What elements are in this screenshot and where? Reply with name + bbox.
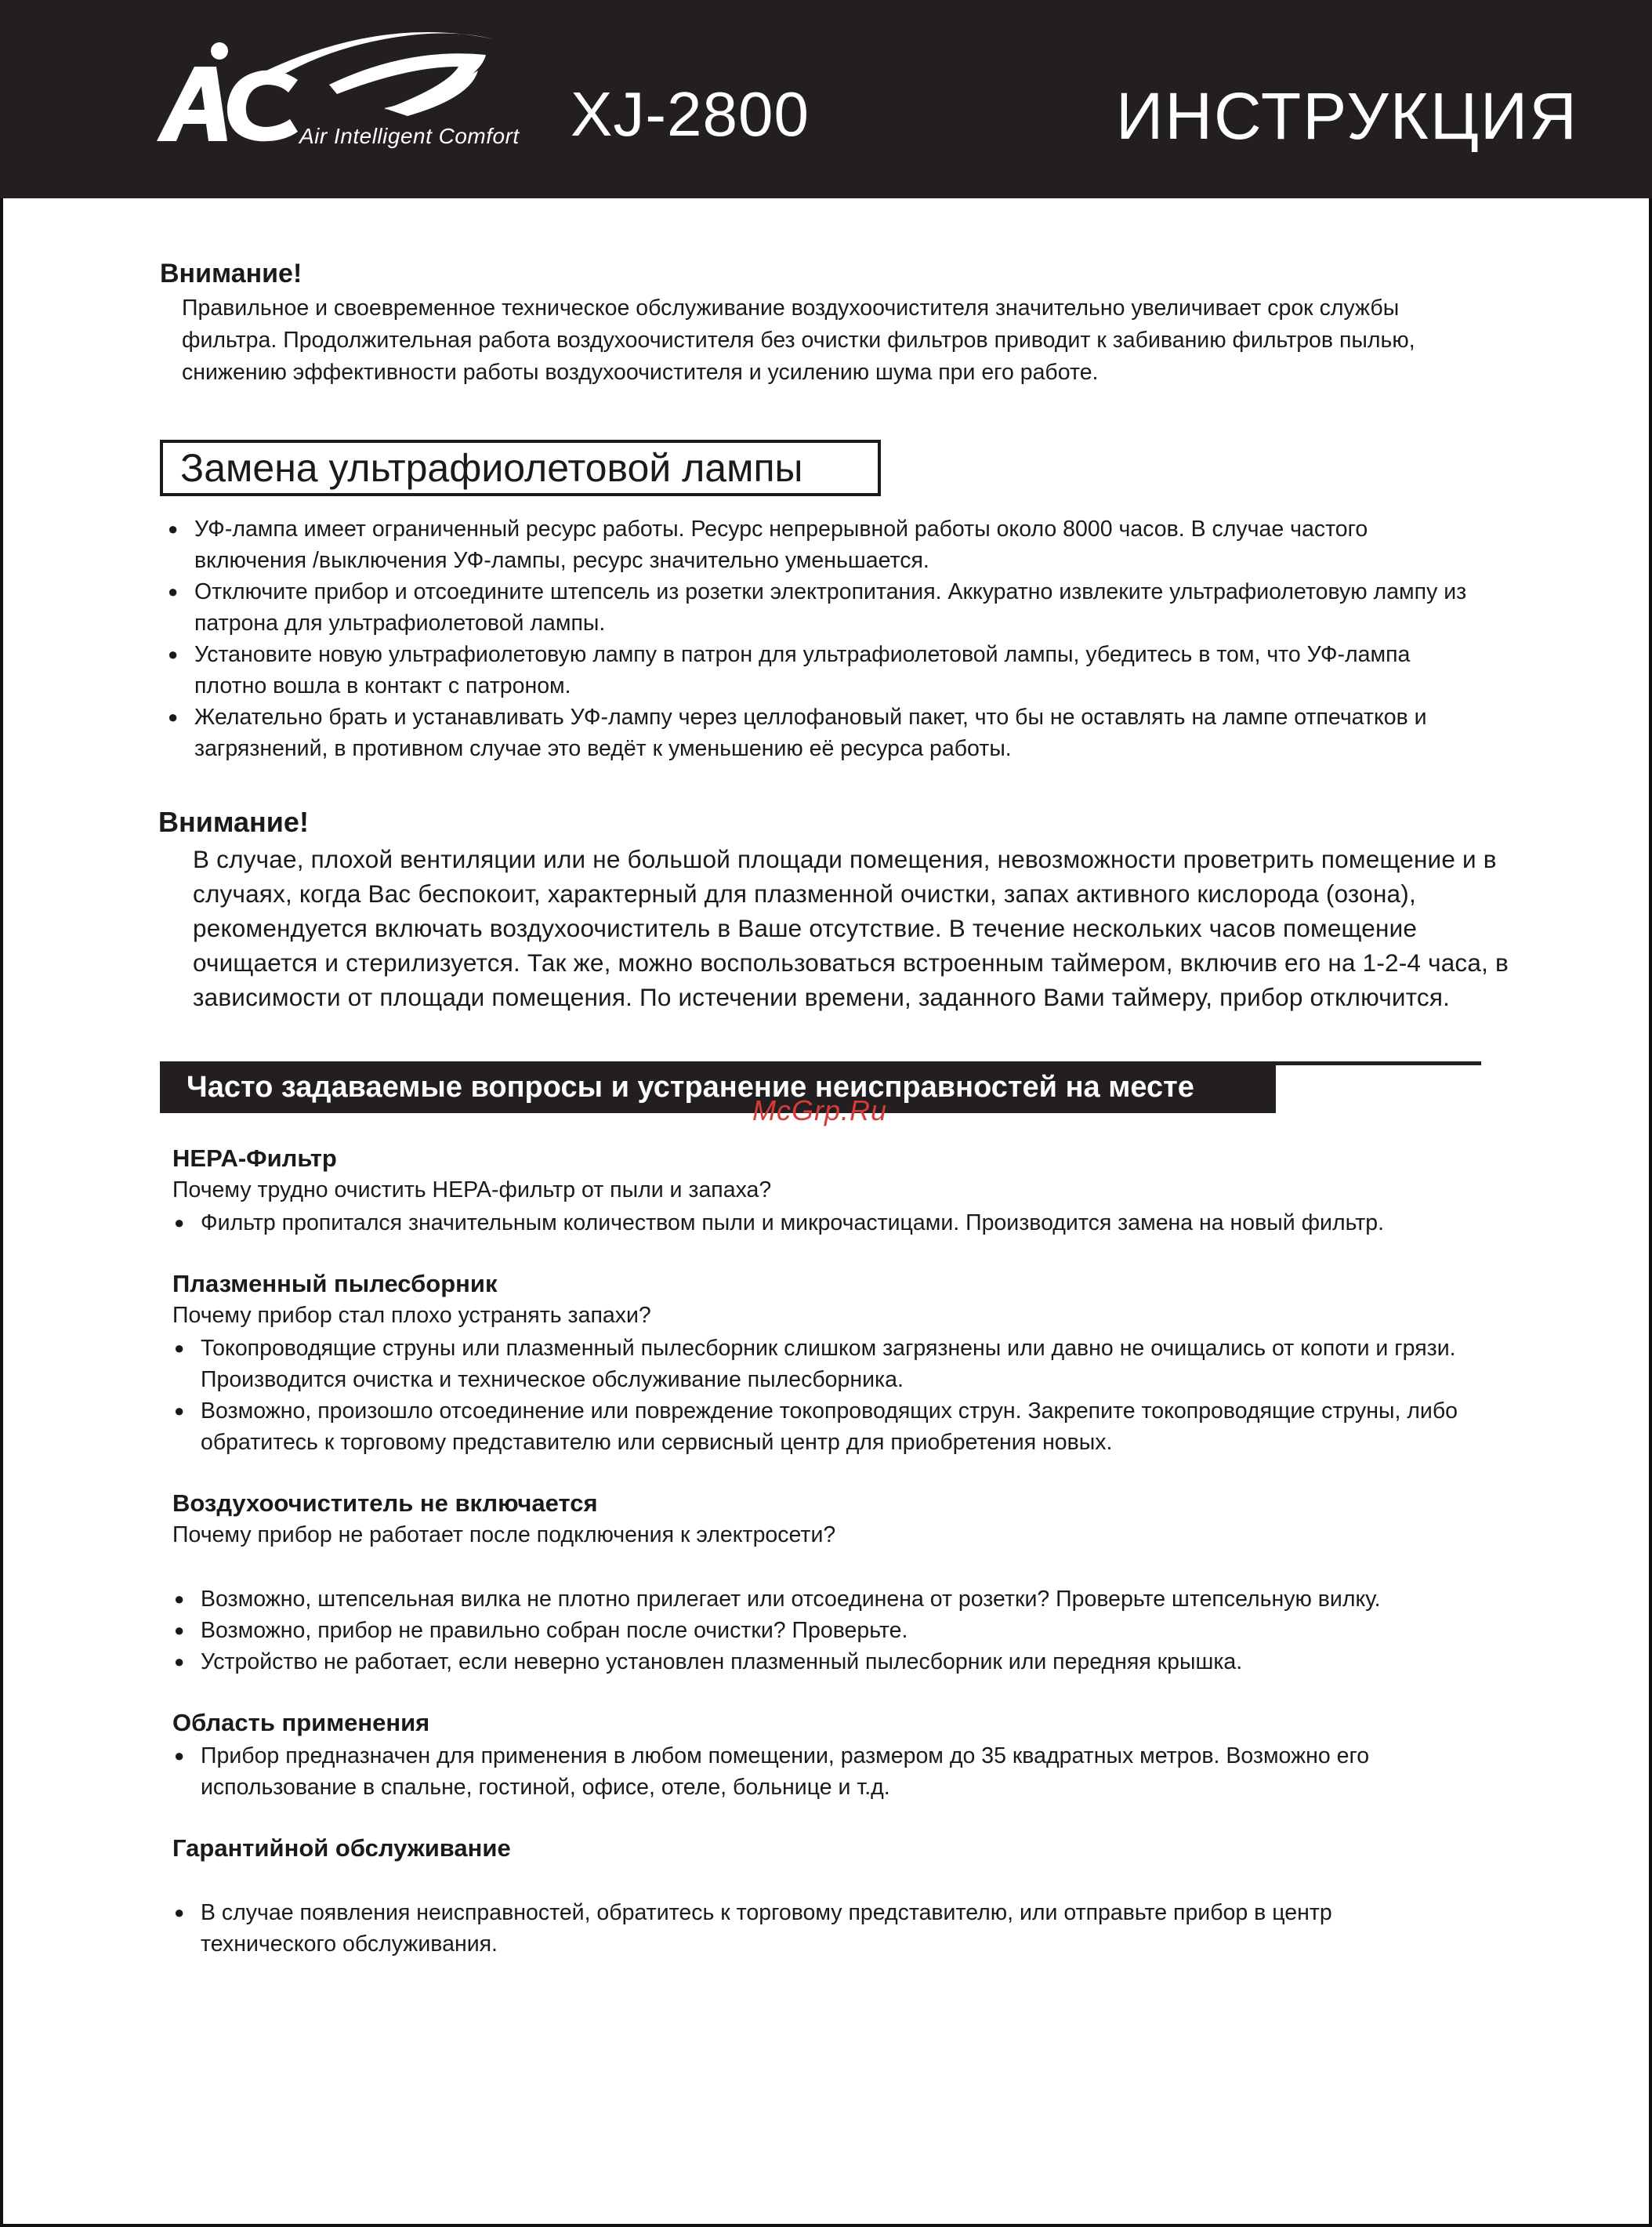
text-line: В случае, плохой вентиляции или не большой площади помещения, невозможности проветрить помещение и в <box>193 845 1497 873</box>
text-line: Производится очистка и техническое обслуживание пылесборника. <box>201 1367 904 1392</box>
faq-heading-power: Воздухоочиститель не включается <box>172 1489 598 1517</box>
faq-question: Почему прибор не работает после подключения к электросети? <box>172 1522 836 1547</box>
page-border-right <box>1649 196 1652 2227</box>
text-line: ● Отключите прибор и отсоедините штепсель из розетки электропитания. Аккуратно извлеките ультрафиолетовую лампу из <box>194 579 1467 604</box>
text-line: ● В случае появления неисправностей, обратитесь к торговому представителю, или отправьте прибор в центр <box>201 1900 1332 1925</box>
attention-heading: Внимание! <box>160 259 303 288</box>
faq-section-title: Часто задаваемые вопросы и устранение неисправностей на месте <box>160 1061 1276 1113</box>
list-item <box>174 1583 1506 1615</box>
section-title-uv-lamp: Замена ультрафиолетовой лампы <box>160 440 881 496</box>
text-line: ● УФ-лампа имеет ограниченный ресурс работы. Ресурс непрерывной работы около 8000 часов. В случае частого <box>194 517 1368 542</box>
text-line: зависимости от площади помещения. По истечении времени, заданного Вами таймеру, прибор отключится. <box>193 983 1451 1011</box>
text-line: случаях, когда Вас беспокоит, характерный для плазменной очистки, запах активного кислорода (озона), <box>193 880 1416 908</box>
list-item <box>174 1646 1506 1678</box>
attention-heading: Внимание! <box>158 806 309 838</box>
faq-heading-usage: Область применения <box>172 1709 430 1736</box>
text-line: ● Возможно, произошло отсоединение или повреждение токопроводящих струн. Закрепите токопроводящие струны, либо <box>201 1398 1458 1424</box>
faq-answer-list <box>174 1583 1506 1678</box>
list-item <box>174 1395 1506 1458</box>
text-line: ● Возможно, штепсельная вилка не плотно прилегает или отсоединена от розетки? Проверьте штепсельную вилку. <box>201 1587 1381 1612</box>
faq-answer-list <box>174 1897 1506 1960</box>
attention-paragraph <box>193 842 1509 1014</box>
document-title: ИНСТРУКЦИЯ <box>1116 79 1578 153</box>
list-item <box>168 513 1500 576</box>
text-line: рекомендуется включать воздухоочиститель в Ваше отсутствие. В течение нескольких часов помещение <box>193 914 1418 942</box>
list-item <box>174 1207 1506 1239</box>
uv-lamp-list <box>168 513 1500 764</box>
attention-paragraph <box>182 292 1415 389</box>
text-line: ● Токопроводящие струны или плазменный пылесборник слишком загрязнены или давно не очищались от копоти и грязи. <box>201 1336 1456 1361</box>
list-item <box>168 639 1500 702</box>
watermark: McGrp.Ru <box>752 1094 888 1126</box>
faq-answer-list <box>174 1333 1506 1458</box>
list-item <box>174 1615 1506 1646</box>
model-number: XJ-2800 <box>571 79 810 149</box>
text-line: патрона для ультрафиолетовой лампы. <box>194 611 606 636</box>
list-item <box>174 1740 1506 1803</box>
list-item <box>168 702 1500 764</box>
text-line: ● Прибор предназначен для применения в любом помещении, размером до 35 квадратных метров. Возможно его <box>201 1743 1370 1768</box>
page-border-left <box>0 196 3 2227</box>
list-item <box>174 1333 1506 1395</box>
text-line: снижению эффективности работы воздухоочистителя и усилению шума при его работе. <box>182 360 1099 385</box>
faq-answer-list <box>174 1740 1506 1803</box>
text-line: включения /выключения УФ-лампы, ресурс значительно уменьшается. <box>194 548 929 573</box>
text-line: Правильное и своевременное техническое обслуживание воздухоочистителя значительно увеличивает срок службы <box>182 296 1400 321</box>
brand-tagline: Air Intelligent Comfort <box>299 124 520 148</box>
faq-heading-plasma: Плазменный пылесборник <box>172 1270 498 1297</box>
text-line: очищается и стерилизуется. Так же, можно воспользоваться встроенным таймером, включив его на 1-2-4 часа, в <box>193 948 1509 977</box>
faq-answer-list <box>174 1207 1506 1239</box>
text-line: ● Устройство не работает, если неверно установлен плазменный пылесборник или передняя крышка. <box>201 1649 1243 1674</box>
page-border-bottom <box>0 2224 1652 2227</box>
faq-heading-hepa: HEPA-Фильтр <box>172 1144 337 1172</box>
faq-rule <box>1276 1061 1481 1065</box>
text-line: ● Возможно, прибор не правильно собран после очистки? Проверьте. <box>201 1618 908 1643</box>
text-line: использование в спальне, гостиной, офисе, отеле, больнице и т.д. <box>201 1775 890 1800</box>
faq-heading-warranty: Гарантийной обслуживание <box>172 1834 511 1862</box>
text-line: плотно вошла в контакт с патроном. <box>194 673 571 698</box>
text-line: фильтра. Продолжительная работа воздухоочистителя без очистки фильтров приводит к забиванию фильтров пылью, <box>182 328 1415 353</box>
text-line: ● Установите новую ультрафиолетовую лампу в патрон для ультрафиолетовой лампы, убедитесь в том, что УФ-лампа <box>194 642 1411 667</box>
text-line: ● Фильтр пропитался значительным количеством пыли и микрочастицами. Производится замена на новый фильтр. <box>201 1210 1385 1235</box>
faq-question: Почему трудно очистить HEPA-фильтр от пыли и запаха? <box>172 1177 772 1202</box>
text-line: обратитесь к торговому представителю или сервисный центр для приобретения новых. <box>201 1430 1113 1455</box>
text-line: ● Желательно брать и устанавливать УФ-лампу через целлофановый пакет, что бы не оставлять на лампе отпечатков и <box>194 705 1427 730</box>
faq-question: Почему прибор стал плохо устранять запахи? <box>172 1303 651 1328</box>
list-item <box>174 1897 1506 1960</box>
page-header <box>0 0 1652 198</box>
list-item <box>168 576 1500 639</box>
text-line: технического обслуживания. <box>201 1931 498 1957</box>
text-line: загрязнений, в противном случае это ведёт к уменьшению её ресурса работы. <box>194 736 1012 761</box>
